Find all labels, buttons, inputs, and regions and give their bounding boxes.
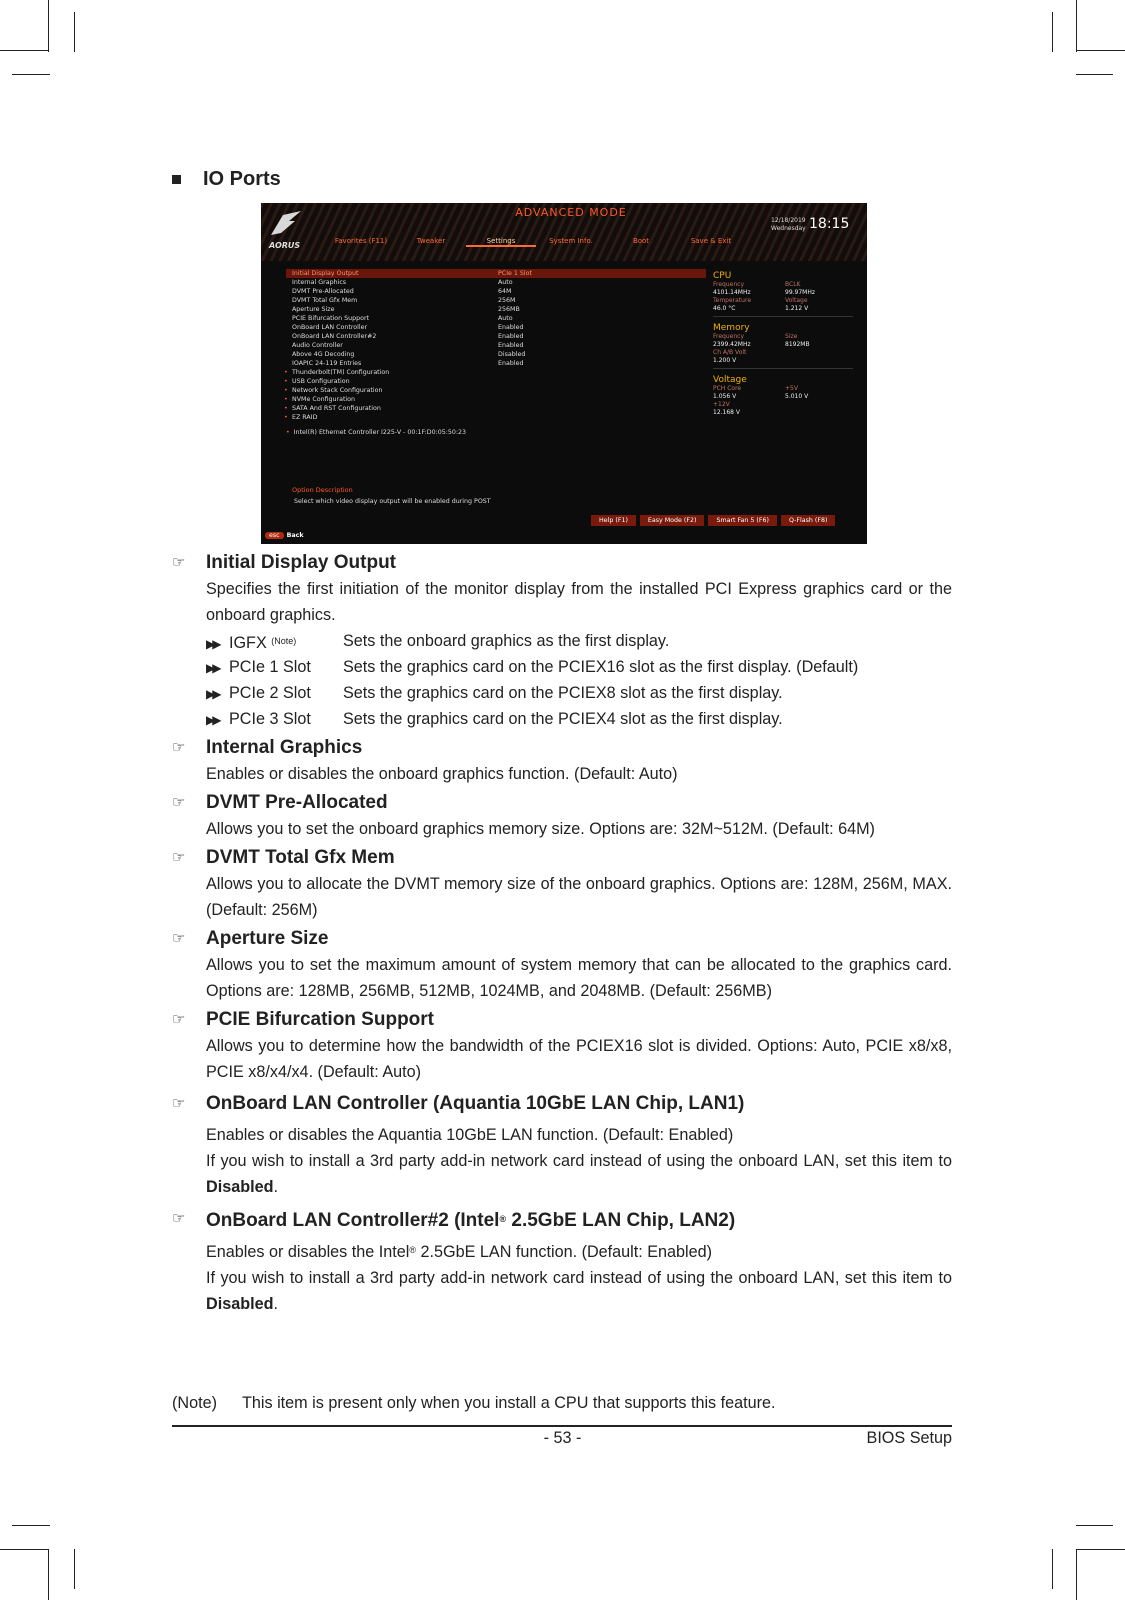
row-label: Above 4G Decoding [292, 351, 355, 358]
row-label: Thunderbolt(TM) Configuration [292, 369, 390, 376]
item-text: Enables or disables the Aquantia 10GbE LAN function. (Default: Enabled) [206, 1126, 734, 1144]
cpu-grid [713, 281, 853, 313]
submenu-bullet-icon: • [284, 369, 288, 376]
option-name [206, 706, 343, 732]
pointing-hand-icon: ☞ [172, 1011, 186, 1028]
back-button[interactable] [265, 532, 304, 539]
tab-settings[interactable]: Settings [466, 237, 536, 247]
option-row [172, 706, 952, 732]
pointing-hand-icon: ☞ [172, 739, 186, 756]
monitor-value: 1.056 V [713, 393, 737, 400]
date-text: 12/18/2019 [771, 217, 806, 224]
row-label: PCIE Bifurcation Support [292, 315, 370, 322]
help-button[interactable]: Help (F1) [591, 515, 636, 526]
easy-mode-button[interactable]: Easy Mode (F2) [640, 515, 705, 526]
registered-mark: ® [409, 1245, 417, 1255]
monitor-key: +5V [785, 385, 798, 392]
bios-submenu-row[interactable] [286, 368, 706, 377]
monitor-value: 1.212 V [785, 305, 809, 312]
voltage-grid [713, 385, 853, 417]
crop-mark [48, 0, 49, 52]
option-desc: Sets the graphics card on the PCIEX16 slot as the first display. (Default) [343, 658, 859, 676]
bios-submenu-row[interactable] [286, 404, 706, 413]
double-arrow-icon: ▶▶ [206, 713, 219, 727]
crop-mark [1076, 1549, 1077, 1600]
bios-menu-row[interactable] [286, 341, 706, 350]
row-value: Disabled [498, 351, 526, 358]
monitor-key: Temperature [713, 297, 752, 304]
row-label: Network Stack Configuration [292, 387, 383, 394]
row-label: OnBoard LAN Controller#2 [292, 333, 377, 340]
row-value: 64M [498, 288, 512, 295]
bios-clock: 18:15 [809, 216, 850, 232]
crop-mark [1076, 1549, 1125, 1550]
monitor-key: +12V [713, 401, 730, 408]
esc-key-icon: esc [265, 532, 284, 539]
crop-mark [1076, 74, 1113, 75]
bios-menu-row[interactable] [286, 296, 706, 305]
tab-save-exit[interactable]: Save & Exit [690, 237, 732, 245]
item-text [172, 1148, 952, 1200]
monitor-value [785, 357, 853, 365]
memory-heading: Memory [713, 323, 750, 333]
monitor-key: PCH Core [713, 385, 742, 392]
page-number: - 53 - [543, 1429, 582, 1447]
row-label: IOAPIC 24-119 Entries [292, 360, 362, 367]
row-value: Enabled [498, 360, 524, 367]
item-title: DVMT Total Gfx Mem [206, 847, 395, 868]
item-text: Enables or disables the onboard graphics function. (Default: Auto) [206, 765, 678, 783]
monitor-value: 5.010 V [785, 393, 809, 400]
text-run: If you wish to install a 3rd party add-in network card instead of using the onboard LAN, set this item to [206, 1269, 952, 1287]
footer-title: BIOS Setup [866, 1429, 952, 1447]
bios-menu-row[interactable] [286, 323, 706, 332]
tab-system-info[interactable]: System Info. [549, 237, 593, 245]
item-title: PCIE Bifurcation Support [206, 1009, 434, 1030]
text-run: 2.5GbE LAN function. (Default: Enabled) [416, 1243, 713, 1261]
monitor-value: 99.97MHz [785, 289, 816, 296]
item-descriptions [172, 547, 952, 1317]
row-label: Initial Display Output [292, 270, 359, 277]
row-value: Enabled [498, 333, 524, 340]
option-desc: Sets the graphics card on the PCIEX4 slot as the first display. [343, 710, 783, 728]
item-text: Allows you to allocate the DVMT memory size of the onboard graphics. Options are: 128M, 256M, MAX. (Default: 256M) [206, 875, 952, 919]
monitor-value: 1.200 V [713, 357, 737, 364]
crop-mark [1076, 50, 1125, 51]
option-name [206, 628, 343, 654]
option-name [206, 654, 343, 680]
bios-mode-title: ADVANCED MODE [515, 206, 627, 219]
option-description-heading: Option Description [292, 486, 353, 494]
bios-menu-row[interactable] [286, 269, 706, 278]
row-value: PCIe 1 Slot [498, 270, 533, 277]
row-label: Audio Controller [292, 342, 343, 349]
item-heading [172, 1206, 952, 1232]
option-name [206, 680, 343, 706]
bios-submenu-row[interactable] [286, 386, 706, 395]
bios-menu-row[interactable] [286, 314, 706, 323]
double-arrow-icon: ▶▶ [206, 687, 219, 701]
note-ref: (Note) [271, 636, 297, 646]
crop-mark [12, 74, 50, 75]
row-value: 256MB [498, 306, 520, 313]
divider [713, 368, 853, 369]
pointing-hand-icon: ☞ [172, 1095, 186, 1112]
item-heading [172, 735, 952, 761]
pointing-hand-icon: ☞ [172, 1210, 186, 1227]
double-arrow-icon: ▶▶ [206, 661, 219, 675]
option-desc: Sets the graphics card on the PCIEX8 slot as the first display. [343, 684, 783, 702]
bios-submenu-row[interactable] [286, 377, 706, 386]
row-value: Auto [498, 315, 513, 322]
footer-rule [172, 1425, 952, 1427]
monitor-value: 12.168 V [713, 409, 741, 416]
option-row [172, 680, 952, 706]
item-heading [172, 845, 952, 871]
monitor-key: BCLK [785, 281, 801, 288]
text-run: . [273, 1178, 278, 1196]
note-text: This item is present only when you install a CPU that supports this feature. [242, 1394, 776, 1412]
monitor-key: Frequency [713, 333, 744, 340]
double-arrow-icon: ▶▶ [206, 637, 219, 651]
item-title: OnBoard LAN Controller (Aquantia 10GbE LAN Chip, LAN1) [206, 1093, 745, 1114]
monitor-key [785, 349, 853, 357]
crop-mark [0, 1549, 48, 1550]
footnote [172, 1394, 776, 1413]
submenu-bullet-icon: • [286, 429, 290, 436]
item-title: Initial Display Output [206, 552, 397, 573]
pointing-hand-icon: ☞ [172, 554, 186, 571]
section-heading [172, 168, 281, 191]
note-tag: (Note) [172, 1394, 217, 1412]
bios-menu-row[interactable] [286, 278, 706, 287]
item-heading [172, 1007, 952, 1033]
bios-menu-row[interactable] [286, 350, 706, 359]
row-value: Enabled [498, 324, 524, 331]
row-label: DVMT Total Gfx Mem [292, 297, 358, 304]
submenu-bullet-icon: • [284, 414, 288, 421]
row-label: NVMe Configuration [292, 396, 356, 403]
submenu-bullet-icon: • [284, 378, 288, 385]
item-text: Allows you to determine how the bandwidth of the PCIEX16 slot is divided. Options: Auto, PCIE x8/x8, PCIE x8/x4/x4. (Default: Auto) [206, 1037, 952, 1081]
crop-mark [12, 1525, 50, 1526]
row-label: Internal Graphics [292, 279, 347, 286]
monitor-key: Frequency [713, 281, 744, 288]
crop-mark [1052, 1549, 1053, 1589]
bios-menu [286, 269, 706, 422]
voltage-heading: Voltage [713, 375, 747, 385]
item-heading [172, 926, 952, 952]
row-label: OnBoard LAN Controller [292, 324, 368, 331]
section-title: IO Ports [203, 168, 281, 190]
monitor-key: Voltage [785, 297, 808, 304]
bios-menu-row[interactable] [286, 305, 706, 314]
pointing-hand-icon: ☞ [172, 930, 186, 947]
bios-brand: AORUS [269, 241, 301, 250]
item-text: Specifies the first initiation of the monitor display from the installed PCI Express graphics card or the onboard graphics. [206, 580, 952, 624]
item-heading [172, 550, 952, 576]
crop-mark [0, 50, 48, 51]
pointing-hand-icon: ☞ [172, 794, 186, 811]
item-title: Internal Graphics [206, 737, 363, 758]
crop-mark [1076, 0, 1077, 52]
item-title: Aperture Size [206, 928, 329, 949]
option-label: PCIe 3 Slot [228, 710, 311, 728]
submenu-bullet-icon: • [284, 405, 288, 412]
row-label: Aperture Size [292, 306, 335, 313]
row-label: EZ RAID [292, 414, 318, 421]
bios-submenu-row[interactable] [286, 395, 706, 404]
row-value: Auto [498, 279, 513, 286]
row-value: Enabled [498, 342, 524, 349]
pointing-hand-icon: ☞ [172, 849, 186, 866]
option-desc: Sets the onboard graphics as the first display. [343, 632, 670, 650]
text-run: If you wish to install a 3rd party add-in network card instead of using the onboard LAN, set this item to [206, 1152, 952, 1170]
item-text: Allows you to set the onboard graphics memory size. Options are: 32M~512M. (Default: 64M) [206, 820, 875, 838]
q-flash-button[interactable]: Q-Flash (F8) [781, 515, 835, 526]
item-title: 2.5GbE LAN Chip, LAN2) [506, 1210, 736, 1231]
text-run: . [273, 1295, 278, 1313]
aorus-eagle-icon [269, 211, 303, 237]
crop-mark [1052, 12, 1053, 52]
monitor-key: Ch A/B Volt [713, 349, 747, 356]
row-value: 256M [498, 297, 516, 304]
monitor-value: 4101.14MHz [713, 289, 751, 296]
row-label: SATA And RST Configuration [292, 405, 381, 412]
tab-boot[interactable]: Boot [632, 237, 650, 245]
option-row [172, 628, 952, 654]
item-title: DVMT Pre-Allocated [206, 792, 388, 813]
back-label: Back [286, 532, 304, 539]
option-label: PCIe 2 Slot [228, 684, 311, 702]
option-label: PCIe 1 Slot [228, 658, 311, 676]
item-heading [172, 1091, 952, 1117]
tab-tweaker[interactable]: Tweaker [416, 237, 446, 245]
registered-mark: ® [499, 1214, 507, 1224]
crop-mark [1076, 1525, 1113, 1526]
bold-text: Disabled [206, 1295, 274, 1313]
bios-submenu-row[interactable] [286, 413, 706, 422]
bios-menu-row[interactable] [286, 287, 706, 296]
item-text [172, 1265, 952, 1317]
memory-grid [713, 333, 853, 365]
bios-hw-monitor [713, 265, 853, 417]
crop-mark [48, 1549, 49, 1600]
tab-favorites[interactable]: Favorites (F11) [334, 237, 388, 245]
monitor-value [785, 409, 853, 417]
divider [713, 316, 853, 317]
square-bullet-icon [172, 175, 181, 184]
monitor-key: Size [785, 333, 798, 340]
bios-menu-row[interactable] [286, 359, 706, 368]
row-label: USB Configuration [292, 378, 350, 385]
bold-text: Disabled [206, 1178, 274, 1196]
submenu-bullet-icon: • [284, 396, 288, 403]
option-row [172, 654, 952, 680]
monitor-value: 8192MB [785, 341, 810, 348]
submenu-bullet-icon: • [284, 387, 288, 394]
bios-tabs [326, 237, 746, 247]
crop-mark [74, 1549, 75, 1589]
text-run: Enables or disables the Intel [206, 1243, 410, 1261]
item-text [172, 1237, 952, 1265]
option-label: IGFX [228, 634, 267, 652]
bios-screenshot [261, 203, 867, 544]
bios-date [771, 217, 806, 233]
crop-mark [74, 12, 75, 52]
monitor-key [785, 401, 853, 409]
smart-fan-button[interactable]: Smart Fan 5 (F6) [708, 515, 777, 526]
item-title: OnBoard LAN Controller#2 (Intel [206, 1210, 500, 1231]
bios-menu-row[interactable] [286, 332, 706, 341]
bios-function-buttons [591, 515, 835, 526]
option-description: Select which video display output will be enabled during POST [294, 498, 491, 505]
ethernet-label: Intel(R) Ethernet Controller I225-V - 00:1F:D0:05:50:23 [293, 429, 467, 436]
item-heading [172, 790, 952, 816]
day-text: Wednesday [771, 225, 806, 232]
monitor-value: 46.0 °C [713, 305, 736, 312]
item-text: Allows you to set the maximum amount of system memory that can be allocated to the graphics card. Options are: 128MB, 256MB, 512MB, 1024MB, and 2048MB. (Default: 256MB) [206, 956, 952, 1000]
monitor-value: 2399.42MHz [713, 341, 751, 348]
cpu-heading: CPU [713, 271, 732, 281]
row-label: DVMT Pre-Allocated [292, 288, 354, 295]
bios-ethernet-row[interactable] [286, 429, 466, 436]
